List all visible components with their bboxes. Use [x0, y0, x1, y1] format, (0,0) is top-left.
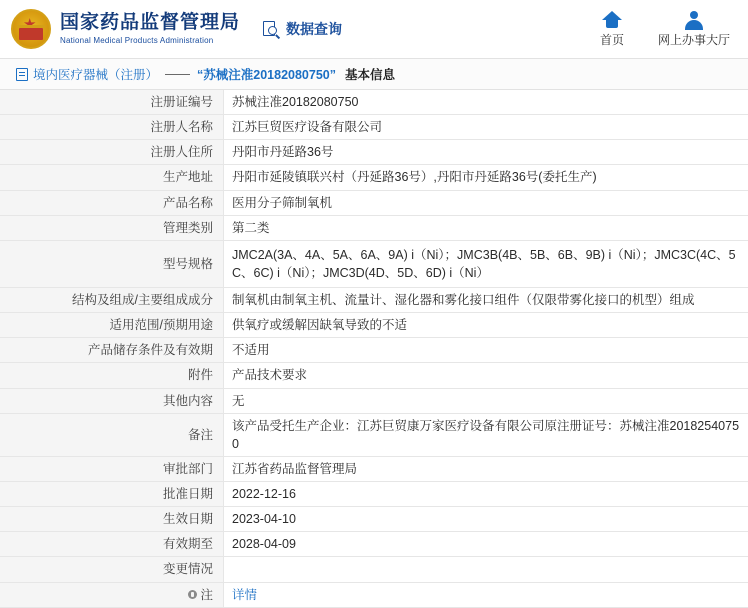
table-row	[0, 532, 748, 557]
page-list-icon	[16, 68, 28, 81]
row-value: 2023-04-10	[224, 507, 748, 532]
row-value: 2022-12-16	[224, 482, 748, 507]
row-label: 其他内容	[0, 388, 224, 413]
row-label: 有效期至	[0, 532, 224, 557]
table-row	[0, 313, 748, 338]
nav-item-home-label: 首页	[600, 31, 624, 48]
table-row	[0, 240, 748, 287]
row-value: 产品技术要求	[224, 363, 748, 388]
row-label: 管理类别	[0, 215, 224, 240]
row-label: 批准日期	[0, 482, 224, 507]
national-emblem-icon	[10, 8, 52, 50]
detail-table-body	[0, 90, 748, 608]
breadcrumb	[0, 58, 748, 90]
row-label: 生效日期	[0, 507, 224, 532]
table-row	[0, 140, 748, 165]
table-row	[0, 482, 748, 507]
table-row	[0, 557, 748, 582]
table-row	[0, 190, 748, 215]
detail-link[interactable]: 详情	[232, 588, 257, 602]
brand-title-en: National Medical Products Administration	[60, 36, 240, 45]
row-label: 产品储存条件及有效期	[0, 338, 224, 363]
document-search-icon	[262, 20, 281, 39]
row-value: 供氧疗或缓解因缺氧导致的不适	[224, 313, 748, 338]
row-value: JMC2A(3A、4A、5A、6A、9A) i（Ni）；JMC3B(4B、5B、6B、9B) i（Ni）；JMC3C(4C、5C、6C) i（Ni）；JMC3D(4D、5D、6D) i（Ni）	[224, 240, 748, 287]
row-value: 制氧机由制氧主机、流量计、湿化器和雾化接口组件（仅限带雾化接口的机型）组成	[224, 288, 748, 313]
table-row	[0, 215, 748, 240]
row-value: 丹阳市延陵镇联兴村（丹延路36号）,丹阳市丹延路36号(委托生产)	[224, 165, 748, 190]
table-row	[0, 338, 748, 363]
nav-item-service-hall-label: 网上办事大厅	[658, 31, 730, 48]
brand-block[interactable]	[10, 8, 240, 50]
brand-text	[60, 12, 240, 45]
header-nav	[600, 11, 734, 48]
row-label: 产品名称	[0, 190, 224, 215]
row-value: 丹阳市丹延路36号	[224, 140, 748, 165]
table-row-note	[0, 582, 748, 608]
row-value: 江苏省药品监督管理局	[224, 456, 748, 481]
home-icon	[602, 11, 622, 28]
row-value-note[interactable]	[224, 582, 748, 608]
row-label: 附件	[0, 363, 224, 388]
row-value: 江苏巨贸医疗设备有限公司	[224, 115, 748, 140]
breadcrumb-record-no: “苏械注准20182080750”	[197, 65, 336, 83]
breadcrumb-separator: ——	[165, 67, 190, 81]
row-value: 不适用	[224, 338, 748, 363]
row-label: 适用范围/预期用途	[0, 313, 224, 338]
row-label: 注册证编号	[0, 90, 224, 115]
row-label: 注册人住所	[0, 140, 224, 165]
user-icon	[684, 11, 704, 28]
row-label: 注册人名称	[0, 115, 224, 140]
table-row	[0, 363, 748, 388]
row-value: 该产品受托生产企业：江苏巨贸康万家医疗设备有限公司原注册证号：苏械注准20182540750	[224, 413, 748, 456]
row-value: 医用分子筛制氧机	[224, 190, 748, 215]
table-row	[0, 115, 748, 140]
row-label-note	[0, 582, 224, 608]
brand-title-cn: 国家药品监督管理局	[60, 12, 240, 34]
row-label: 型号规格	[0, 240, 224, 287]
row-label: 结构及组成/主要组成成分	[0, 288, 224, 313]
row-value	[224, 557, 748, 582]
row-value: 苏械注准20182080750	[224, 90, 748, 115]
row-label: 变更情况	[0, 557, 224, 582]
data-query-label: 数据查询	[286, 19, 342, 39]
row-label: 生产地址	[0, 165, 224, 190]
data-query-entry[interactable]	[262, 19, 342, 39]
table-row	[0, 507, 748, 532]
breadcrumb-category[interactable]: 境内医疗器械（注册）	[33, 65, 158, 83]
table-row	[0, 456, 748, 481]
table-row	[0, 413, 748, 456]
site-header	[0, 0, 748, 58]
registration-detail-table	[0, 90, 748, 608]
nav-item-home[interactable]	[600, 11, 624, 48]
table-row	[0, 165, 748, 190]
row-value: 2028-04-09	[224, 532, 748, 557]
table-row	[0, 288, 748, 313]
table-row	[0, 388, 748, 413]
table-row	[0, 90, 748, 115]
row-label: 审批部门	[0, 456, 224, 481]
row-label: 备注	[0, 413, 224, 456]
info-dot-icon	[188, 590, 197, 599]
page-title: 基本信息	[345, 65, 395, 83]
nav-item-service-hall[interactable]	[658, 11, 730, 48]
row-value: 无	[224, 388, 748, 413]
row-value: 第二类	[224, 215, 748, 240]
row-label-note-text: 注	[200, 586, 213, 604]
